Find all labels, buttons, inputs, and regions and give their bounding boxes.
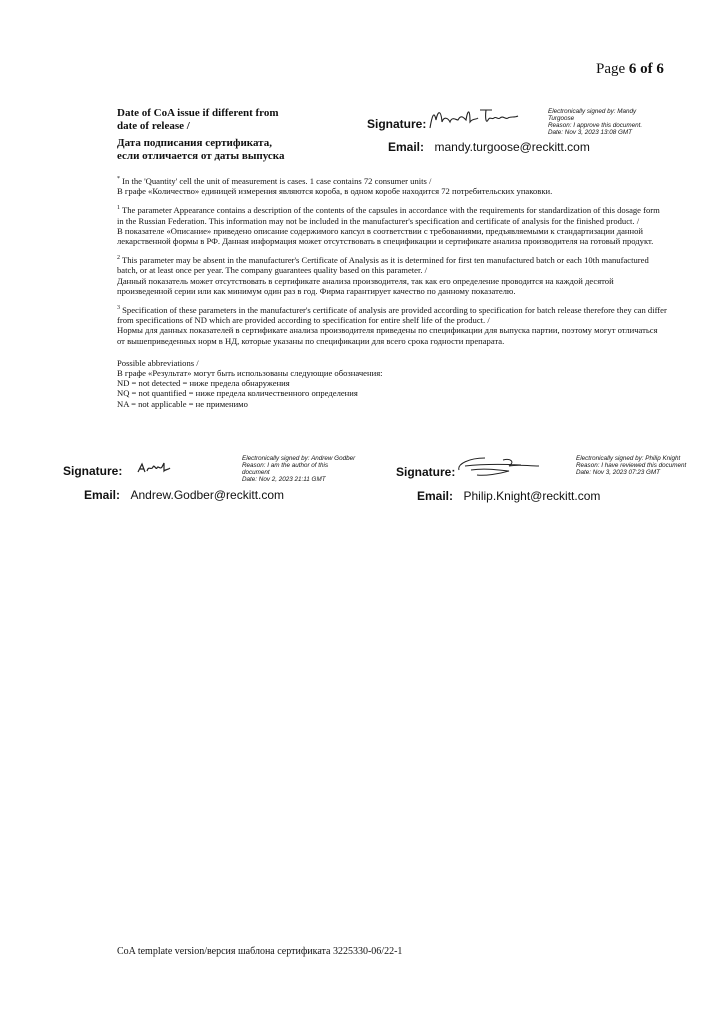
abbr-na: NA = not applicable = не применимо bbox=[117, 398, 248, 409]
abbr-nd: ND = not detected = ниже предела обнаружения bbox=[117, 378, 290, 389]
email-label-philip: Email: bbox=[417, 489, 454, 503]
coa-issue-date-label bbox=[117, 107, 317, 163]
esig-andrew-line3: document bbox=[242, 469, 270, 476]
signature-label-mandy: Signature: bbox=[367, 117, 427, 131]
esig-andrew-line1: Electronically signed by: Andrew Godber bbox=[242, 455, 356, 462]
abbr-title: Possible abbreviations / bbox=[117, 357, 199, 368]
note-appearance-ru: В показателе «Описание» приведено описание содержимого капсул в соответствии с требованиями, предъявляемыми к стандартизации данной лекарственной формы в РФ. Данная информация может отсутствовать в спецификации и сертификате анализа производителя на готовый продукт. bbox=[117, 225, 654, 247]
esig-philip-line1: Electronically signed by: Philip Knight bbox=[576, 455, 681, 462]
email-mandy[interactable]: mandy.turgoose@reckitt.com bbox=[434, 140, 590, 154]
esig-philip-line3: Date: Nov 3, 2023 07:23 GMT bbox=[576, 469, 661, 476]
note-appearance bbox=[117, 205, 667, 246]
esig-andrew-line4: Date: Nov 2, 2023 21:11 GMT bbox=[242, 476, 326, 483]
note-quantity-mark: * bbox=[117, 176, 120, 182]
note-quantity-en: In the 'Quantity' cell the unit of measurement is cases. 1 case contains 72 consumer units / bbox=[120, 176, 432, 186]
signature-label-andrew: Signature: bbox=[63, 464, 123, 478]
signature-label-philip: Signature: bbox=[396, 465, 456, 479]
email-philip[interactable]: Philip.Knight@reckitt.com bbox=[463, 489, 601, 503]
coa-date-ru-line1: Дата подписания сертификата, bbox=[117, 137, 272, 149]
page-current: 6 bbox=[628, 61, 637, 77]
page-of: of bbox=[640, 61, 653, 77]
esig-stamp-philip bbox=[576, 455, 696, 476]
note-batch-frequency-en: This parameter may be absent in the manufacturer's Certificate of Analysis as it is determined for first ten manufactured batch or each 10th manufactured batch, or at least once per year. The company guarantees quality based on this parameter. / bbox=[117, 255, 649, 276]
esig-mandy-line2: Turgoose bbox=[548, 115, 575, 122]
page-number bbox=[596, 61, 664, 78]
note-batch-frequency bbox=[117, 255, 667, 296]
note-batch-frequency-ru: Данный показатель может отсутствовать в сертификате анализа производителя, так как его определение проводится на каждой десятой произведенной серии или как минимум один раз в год. Фирма гарантирует качество по данному показателю. bbox=[117, 275, 614, 296]
note-batch-frequency-mark: 2 bbox=[117, 255, 120, 262]
note-quantity bbox=[117, 176, 667, 196]
page-label: Page bbox=[596, 61, 626, 77]
coa-date-en-line2: date of release / bbox=[117, 120, 190, 132]
email-row-philip bbox=[417, 487, 600, 505]
esig-stamp-mandy bbox=[548, 108, 668, 136]
footnotes bbox=[117, 176, 667, 418]
email-label-mandy: Email: bbox=[388, 140, 425, 154]
coa-date-ru-line2: если отличается от даты выпуска bbox=[117, 150, 285, 162]
email-andrew[interactable]: Andrew.Godber@reckitt.com bbox=[130, 488, 285, 502]
abbr-ru: В графе «Результат» могут быть использованы следующие обозначения: bbox=[117, 368, 383, 379]
page-total: 6 bbox=[656, 61, 664, 77]
esig-stamp-andrew bbox=[242, 455, 362, 483]
email-row-mandy bbox=[388, 138, 590, 156]
handwritten-signature-andrew bbox=[137, 461, 171, 475]
note-specification-ru: Нормы для данных показателей в сертификате анализа производителя приведены по спецификации для выпуска партии, поэтому могут отличаться от вышеприведенных норм в НД, которые указаны по спецификации для всего срока годности препарата. bbox=[117, 325, 658, 346]
handwritten-signature-mandy bbox=[428, 106, 520, 132]
coa-date-en-line1: Date of CoA issue if different from bbox=[117, 107, 279, 119]
esig-mandy-line4: Date: Nov 3, 2023 13:08 GMT bbox=[548, 129, 633, 136]
abbr-nq: NQ = not quantified = ниже предела количественного определения bbox=[117, 388, 358, 399]
email-label-andrew: Email: bbox=[84, 488, 121, 502]
esig-mandy-line3: Reason: I approve this document. bbox=[548, 122, 643, 129]
note-appearance-mark: 1 bbox=[117, 205, 120, 212]
note-appearance-en: The parameter Appearance contains a description of the contents of the capsules in accordance with the requirements for standardization of this dosage form in the Russian Federation. This information may not be included in the manufacturer's specification and certificate of analysis for the finished product. / bbox=[117, 205, 660, 226]
handwritten-signature-philip bbox=[455, 454, 541, 478]
note-abbreviations bbox=[117, 358, 667, 409]
note-specification-mark: 3 bbox=[117, 305, 120, 312]
note-quantity-ru: В графе «Количество» единицей измерения являются короба, в одном коробе находится 72 потребительских упаковки. bbox=[117, 186, 553, 197]
note-specification-en: Specification of these parameters in the manufacturer's certificate of analysis are provided according to specification for batch release therefore they can differ from specifications of ND which are provided according to specification for entire shelf life of the product. / bbox=[117, 305, 667, 326]
note-specification bbox=[117, 305, 667, 346]
esig-andrew-line2: Reason: I am the author of this bbox=[242, 462, 329, 469]
template-version-footer: CoA template version/версия шаблона сертификата 3225330-06/22-1 bbox=[117, 946, 403, 957]
esig-mandy-line1: Electronically signed by: Mandy bbox=[548, 108, 637, 115]
esig-philip-line2: Reason: I have reviewed this document bbox=[576, 462, 687, 469]
email-row-andrew bbox=[84, 486, 284, 504]
